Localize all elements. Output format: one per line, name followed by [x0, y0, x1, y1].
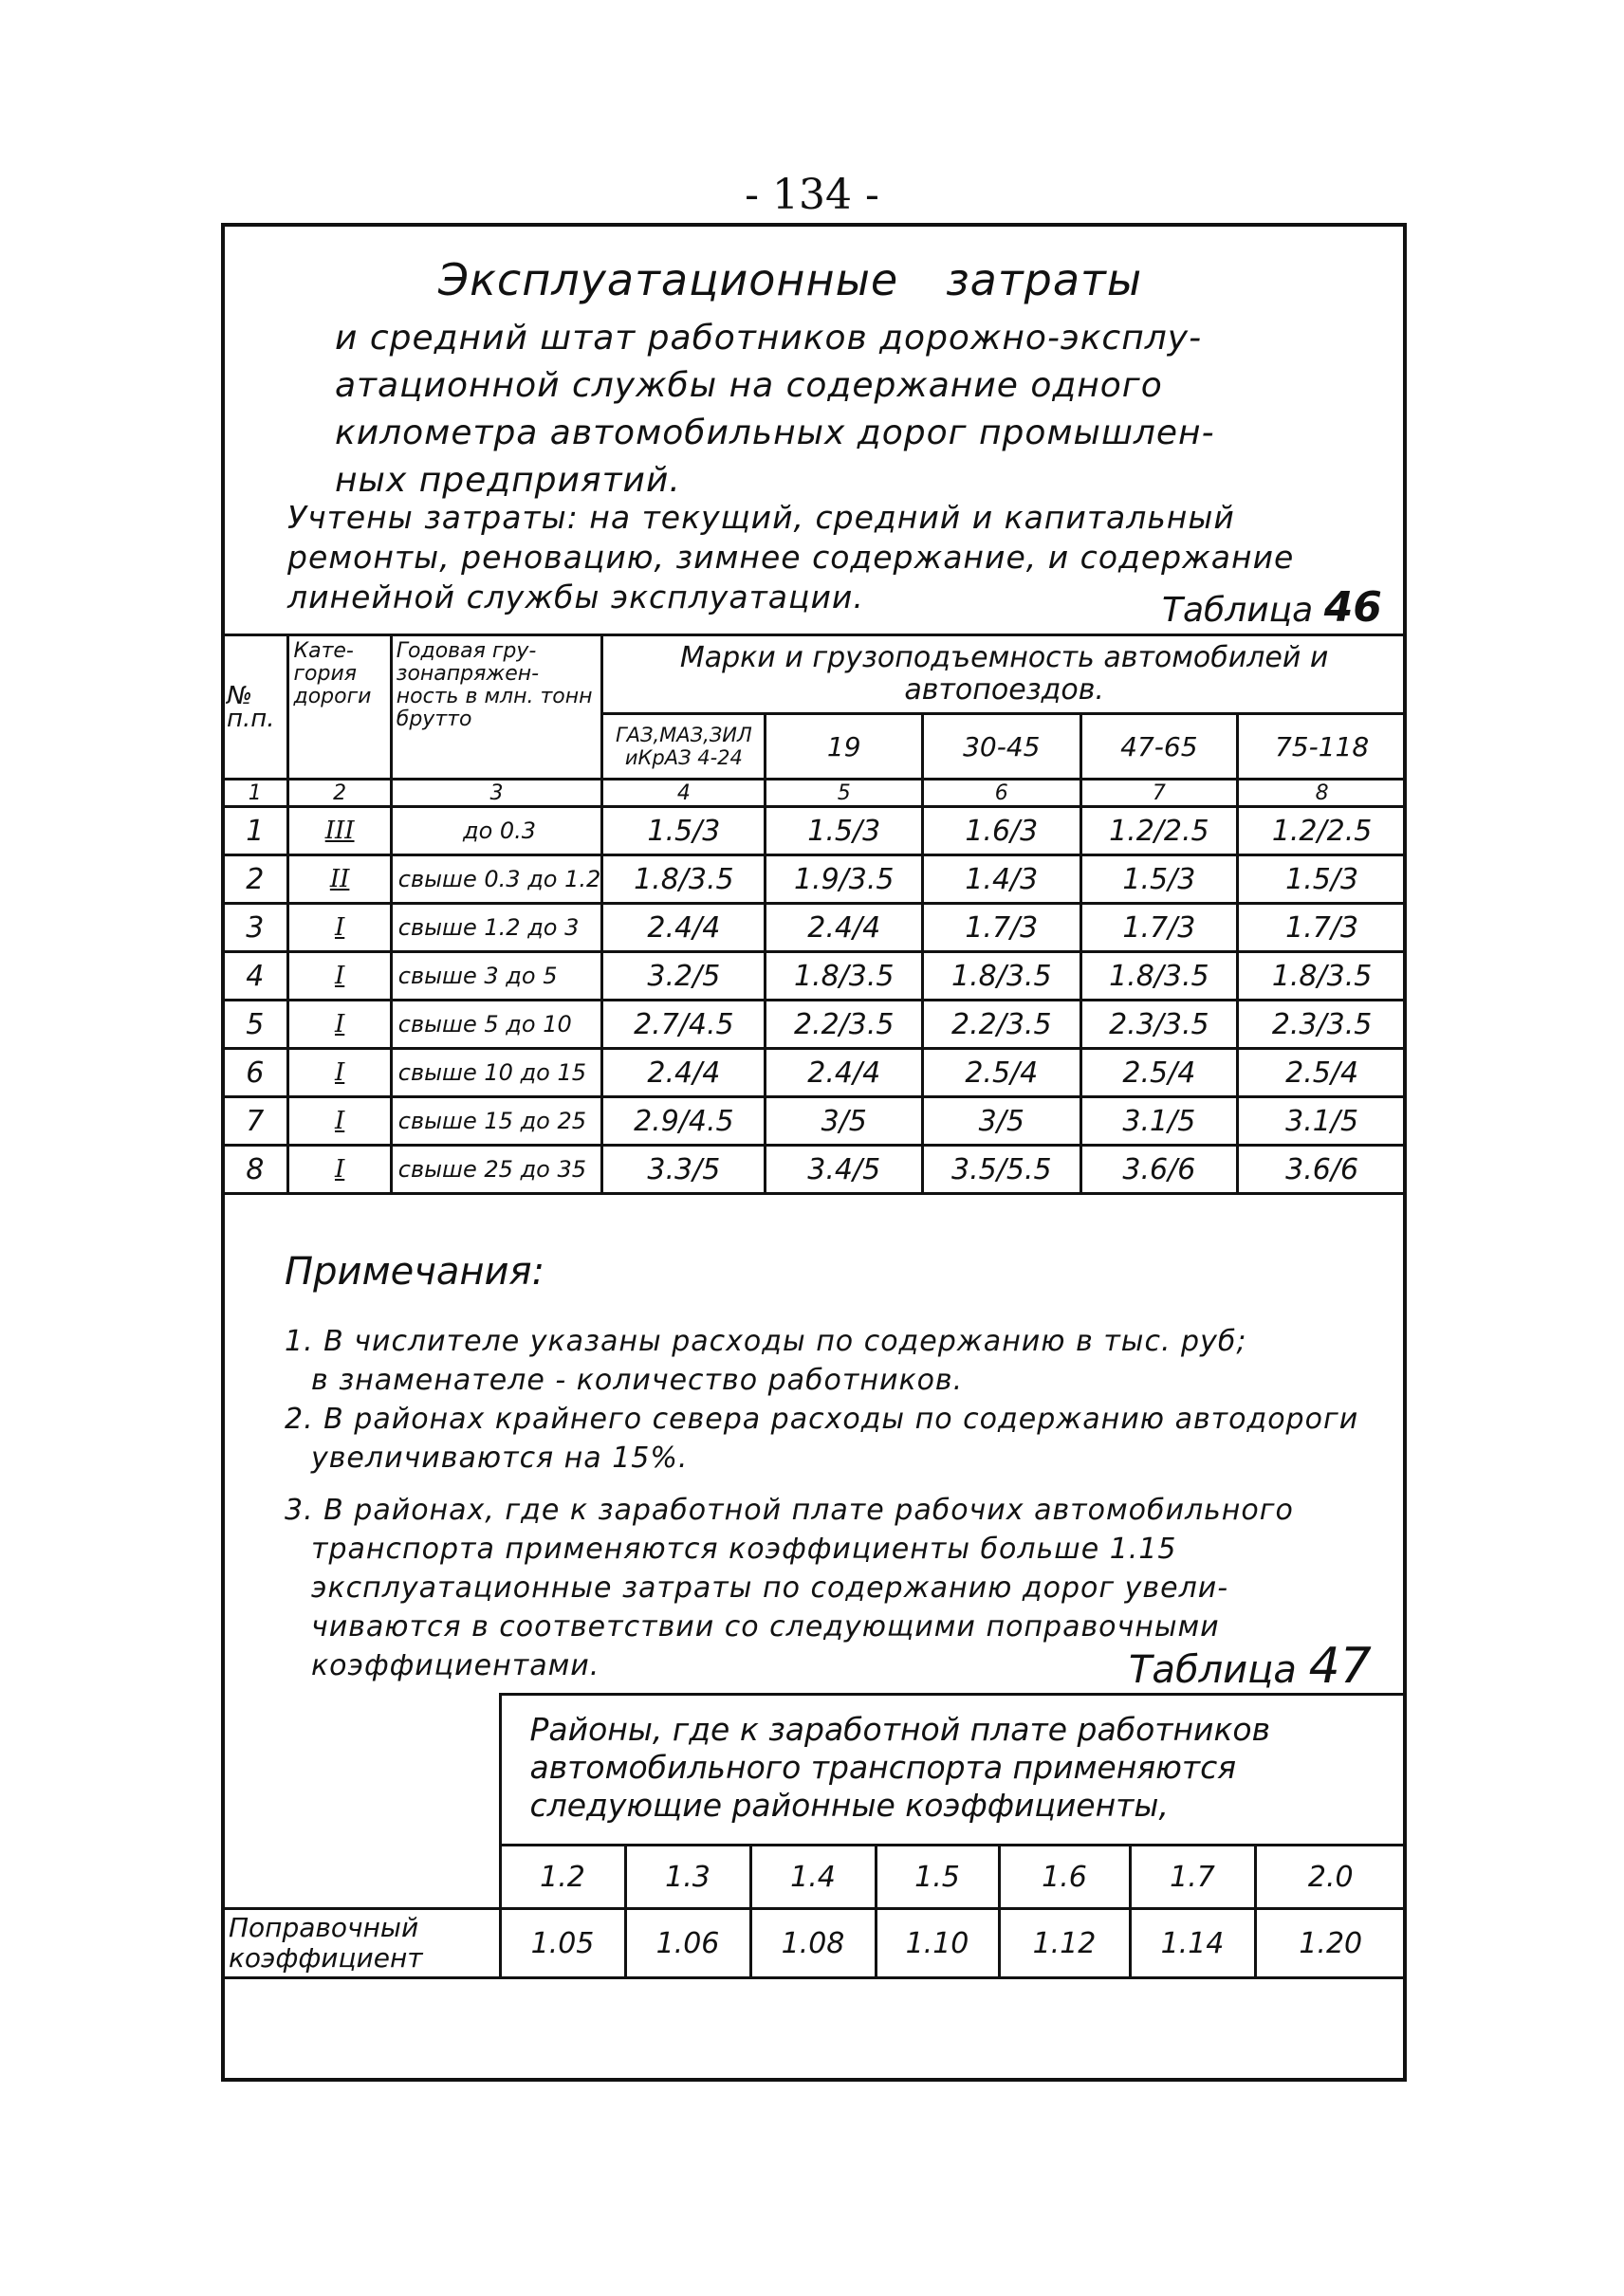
row-value: 2.3/3.5 — [1080, 1001, 1238, 1049]
subtitle-line: ных предприятий. — [335, 461, 681, 500]
row-category: I — [288, 1049, 391, 1097]
coefficient: 2.0 — [1255, 1846, 1405, 1909]
table-47-label-number: 47 — [1308, 1638, 1372, 1695]
coefficient: 1.4 — [750, 1846, 876, 1909]
table-46 — [223, 634, 1405, 1195]
correction-value: 1.08 — [750, 1909, 876, 1978]
row-category: I — [288, 904, 391, 952]
column-number-row — [223, 780, 1405, 807]
row-number: 5 — [223, 1001, 288, 1049]
row-value: 1.5/3 — [602, 807, 766, 855]
header-sub-1: ГАЗ,МАЗ,ЗИЛ иКрАЗ 4-24 — [602, 714, 766, 780]
note-line: в знаменателе - количество работников. — [311, 1364, 964, 1397]
row-value: 1.7/3 — [1080, 904, 1238, 952]
table-row — [223, 807, 1405, 855]
correction-value: 1.20 — [1255, 1909, 1405, 1978]
page-number: - 134 - — [745, 171, 879, 219]
correction-value: 1.14 — [1130, 1909, 1255, 1978]
table-row — [223, 1049, 1405, 1097]
row-category: III — [288, 807, 391, 855]
row-value: 3.6/6 — [1080, 1146, 1238, 1194]
row-number: 1 — [223, 807, 288, 855]
row-value: 2.2/3.5 — [766, 1001, 923, 1049]
column-number: 6 — [923, 780, 1081, 807]
row-value: 3/5 — [766, 1097, 923, 1146]
row-value: 2.7/4.5 — [602, 1001, 766, 1049]
note-line: чиваются в соответствии со следующими поправочными — [311, 1610, 1220, 1644]
table-row — [223, 855, 1405, 904]
table-row — [223, 1001, 1405, 1049]
header-intensity: Годовая гру- зонапряжен- ность в млн. тонн брутто — [391, 635, 602, 780]
column-number: 7 — [1080, 780, 1238, 807]
note-line: коэффициентами. — [311, 1649, 600, 1682]
row-value: 2.9/4.5 — [602, 1097, 766, 1146]
header-sub-5: 75-118 — [1238, 714, 1405, 780]
column-number: 1 — [223, 780, 288, 807]
row-value: 3.1/5 — [1238, 1097, 1405, 1146]
row-number: 2 — [223, 855, 288, 904]
note-line: транспорта применяются коэффициенты больше 1.15 — [311, 1533, 1177, 1566]
row-value: 1.8/3.5 — [923, 952, 1081, 1001]
correction-value: 1.10 — [876, 1909, 999, 1978]
correction-row — [223, 1909, 1405, 1978]
row-range: свыше 0.3 до 1.2 — [391, 855, 602, 904]
table-row — [223, 904, 1405, 952]
row-range: свыше 10 до 15 — [391, 1049, 602, 1097]
column-number: 2 — [288, 780, 391, 807]
table-row — [223, 1097, 1405, 1146]
coefficient: 1.3 — [625, 1846, 750, 1909]
row-range: до 0.3 — [391, 807, 602, 855]
column-number: 3 — [391, 780, 602, 807]
header-number: № п.п. — [223, 635, 288, 780]
row-value: 1.6/3 — [923, 807, 1081, 855]
row-value: 2.4/4 — [602, 904, 766, 952]
row-value: 3.6/6 — [1238, 1146, 1405, 1194]
row-category: I — [288, 952, 391, 1001]
table-47-header: Районы, где к заработной плате работников автомобильного транспорта применяются следующие районные коэффициенты, — [500, 1695, 1405, 1846]
row-range: свыше 15 до 25 — [391, 1097, 602, 1146]
table-46-label-word: Таблица — [1162, 591, 1314, 630]
row-number: 3 — [223, 904, 288, 952]
page-title — [438, 254, 1142, 305]
row-value: 2.5/4 — [1238, 1049, 1405, 1097]
row-category: I — [288, 1001, 391, 1049]
row-value: 1.8/3.5 — [1238, 952, 1405, 1001]
header-brands: Марки и грузоподъемность автомобилей и автопоездов. — [602, 635, 1405, 714]
row-label: Поправочный коэффициент — [223, 1909, 500, 1978]
row-value: 1.2/2.5 — [1080, 807, 1238, 855]
subtitle-line: километра автомобильных дорог промышлен- — [335, 413, 1215, 452]
considered-line: линейной службы эксплуатации. — [287, 579, 864, 615]
row-category: I — [288, 1146, 391, 1194]
coefficient: 1.2 — [500, 1846, 625, 1909]
correction-value: 1.05 — [500, 1909, 625, 1978]
row-range: свыше 3 до 5 — [391, 952, 602, 1001]
row-value: 2.2/3.5 — [923, 1001, 1081, 1049]
row-value: 3.5/5.5 — [923, 1146, 1081, 1194]
row-value: 2.4/4 — [602, 1049, 766, 1097]
note-line: эксплуатационные затраты по содержанию дорог увели- — [311, 1571, 1229, 1605]
row-range: свыше 25 до 35 — [391, 1146, 602, 1194]
title-word-2: затраты — [946, 254, 1143, 305]
header-category: Кате- гория дороги — [288, 635, 391, 780]
row-value: 1.7/3 — [1238, 904, 1405, 952]
column-number: 4 — [602, 780, 766, 807]
row-value: 3/5 — [923, 1097, 1081, 1146]
row-value: 2.4/4 — [766, 1049, 923, 1097]
row-range: свыше 5 до 10 — [391, 1001, 602, 1049]
note-line: 1. В числителе указаны расходы по содержанию в тыс. руб; — [285, 1325, 1247, 1358]
row-value: 2.3/3.5 — [1238, 1001, 1405, 1049]
column-number: 5 — [766, 780, 923, 807]
row-value: 1.5/3 — [1238, 855, 1405, 904]
coefficient: 1.5 — [876, 1846, 999, 1909]
coefficient: 1.6 — [999, 1846, 1130, 1909]
header-sub-3: 30-45 — [923, 714, 1081, 780]
row-value: 3.2/5 — [602, 952, 766, 1001]
row-value: 1.4/3 — [923, 855, 1081, 904]
row-value: 3.1/5 — [1080, 1097, 1238, 1146]
row-value: 1.8/3.5 — [1080, 952, 1238, 1001]
notes-section — [285, 1250, 1375, 1685]
table-46-label-number: 46 — [1323, 583, 1382, 632]
row-value: 1.7/3 — [923, 904, 1081, 952]
subtitle — [335, 315, 1283, 505]
table-47-label — [1129, 1638, 1372, 1695]
table-47-label-word: Таблица — [1129, 1648, 1297, 1692]
row-value: 1.8/3.5 — [602, 855, 766, 904]
notes-heading: Примечания: — [285, 1250, 545, 1294]
row-category: II — [288, 855, 391, 904]
row-number: 4 — [223, 952, 288, 1001]
empty-corner-cell — [223, 1695, 500, 1909]
row-value: 1.2/2.5 — [1238, 807, 1405, 855]
row-value: 3.3/5 — [602, 1146, 766, 1194]
row-category: I — [288, 1097, 391, 1146]
row-number: 7 — [223, 1097, 288, 1146]
note-line: 3. В районах, где к заработной плате рабочих автомобильного — [285, 1494, 1294, 1527]
row-value: 1.5/3 — [766, 807, 923, 855]
row-value: 3.4/5 — [766, 1146, 923, 1194]
considered-line: ремонты, реновацию, зимнее содержание, и содержание — [287, 539, 1295, 576]
row-number: 8 — [223, 1146, 288, 1194]
note-line: 2. В районах крайнего севера расходы по содержанию автодороги — [285, 1403, 1359, 1436]
table-47 — [223, 1693, 1405, 1979]
row-value: 2.5/4 — [1080, 1049, 1238, 1097]
row-value: 1.9/3.5 — [766, 855, 923, 904]
row-value: 1.8/3.5 — [766, 952, 923, 1001]
header-sub-4: 47-65 — [1080, 714, 1238, 780]
note-line: увеличиваются на 15%. — [311, 1442, 689, 1475]
coefficient: 1.7 — [1130, 1846, 1255, 1909]
table-row — [223, 952, 1405, 1001]
correction-value: 1.06 — [625, 1909, 750, 1978]
row-range: свыше 1.2 до 3 — [391, 904, 602, 952]
row-number: 6 — [223, 1049, 288, 1097]
column-number: 8 — [1238, 780, 1405, 807]
considered-line: Учтены затраты: на текущий, средний и капитальный — [287, 499, 1235, 536]
row-value: 2.5/4 — [923, 1049, 1081, 1097]
row-value: 1.5/3 — [1080, 855, 1238, 904]
header-sub-2: 19 — [766, 714, 923, 780]
subtitle-line: и средний штат работников дорожно-эксплу- — [335, 319, 1203, 358]
table-46-label — [1162, 583, 1382, 632]
title-word-1: Эксплуатационные — [438, 254, 899, 305]
subtitle-line: атационной службы на содержание одного — [335, 366, 1163, 405]
row-value: 2.4/4 — [766, 904, 923, 952]
correction-value: 1.12 — [999, 1909, 1130, 1978]
table-row — [223, 1146, 1405, 1194]
